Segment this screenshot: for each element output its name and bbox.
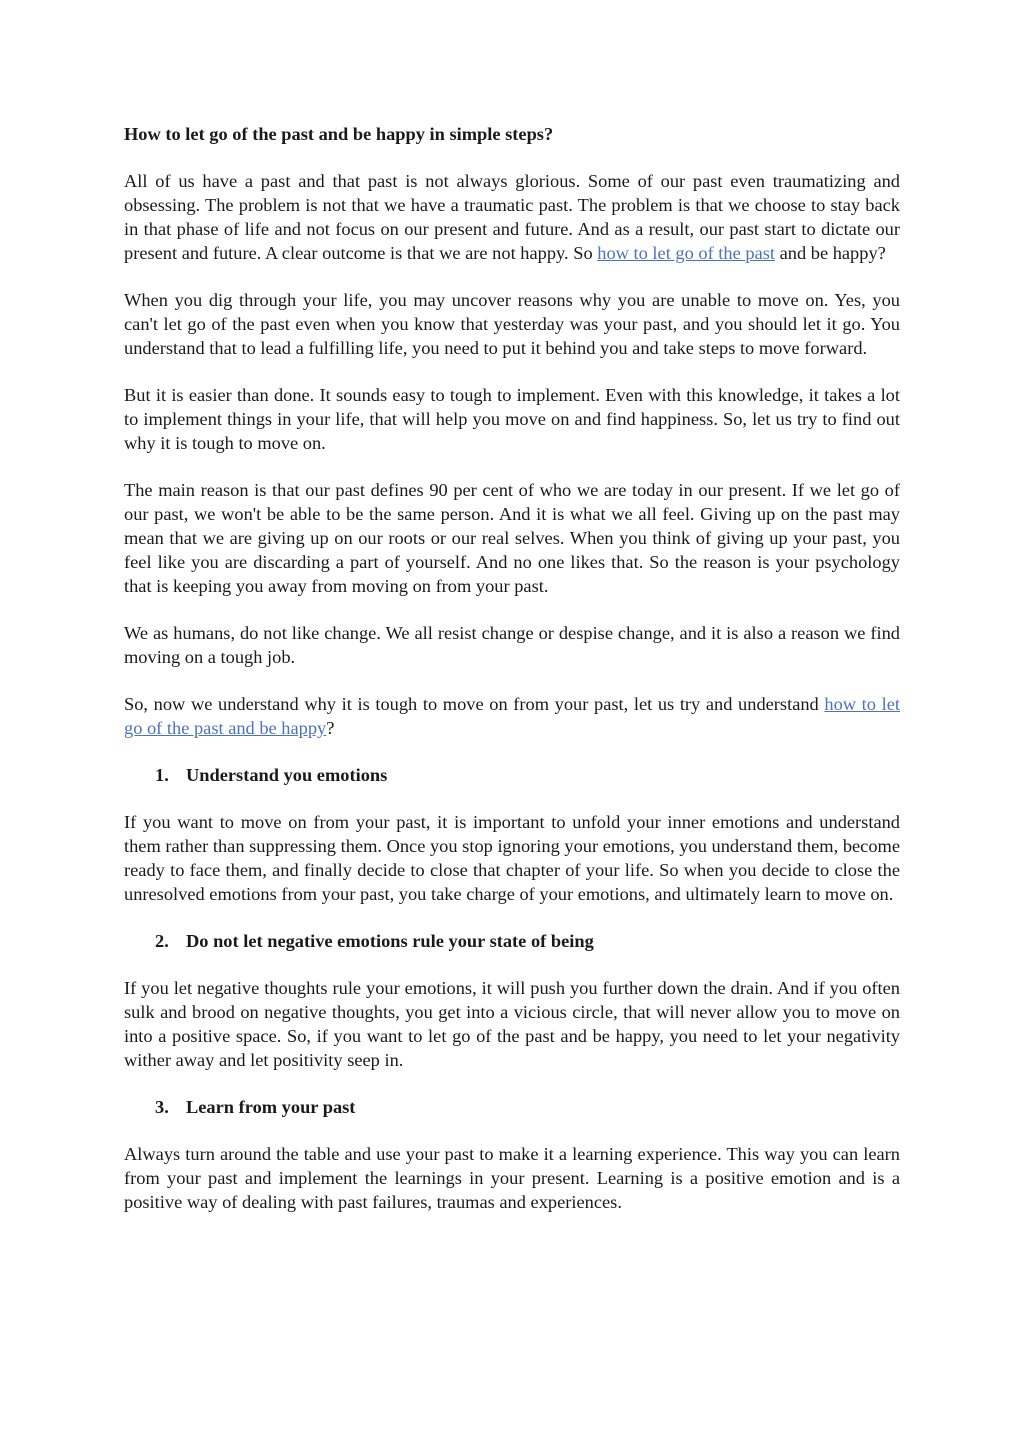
section-body: If you want to move on from your past, it is important to unfold your inner emotions and understand them rather than suppressing them. Once you stop ignoring your emotions, you understand them, become ready to face them, and finally decide to close that chapter of your life. So when you decide to close the unresolved emotions from your past, you take charge of your emotions, and ultimately learn to move on. [124,812,900,904]
section-number: 1. [155,765,169,785]
section-body: If you let negative thoughts rule your emotions, it will push you further down the drain. And if you often sulk and brood on negative thoughts, you get into a vicious circle, that will never allow you to move on into a positive space. So, if you want to let go of the past and be happy, you need to let your negativity wither away and let positivity seep in. [124,978,900,1070]
understand-why-text-end: ? [326,718,335,738]
section-body: Always turn around the table and use your past to make it a learning experience. This way you can learn from your past and implement the learnings in your present. Learning is a positive emotion and is a positive way of dealing with past failures, traumas and experiences. [124,1144,900,1212]
document-page [124,122,900,1237]
intro-paragraph [124,169,900,265]
section-heading [124,929,900,953]
intro-text: All of us have a past and that past is not always glorious. Some of our past even traumatizing and obsessing. The problem is not that we have a traumatic past. The problem is that we choose to stay back in that phase of life and not focus on our present and future. And as a result, our past start to dictate our present and future. A clear outcome is that we are not happy. So [124,171,900,263]
section-number: 3. [155,1097,169,1117]
section-heading-text: Understand you emotions [186,765,388,785]
section-number: 2. [155,931,169,951]
section-heading-text: Learn from your past [186,1097,356,1117]
section-heading [124,1095,900,1119]
let-go-of-past-link[interactable]: how to let go of the past [597,243,775,263]
paragraph-understand-why [124,692,900,740]
paragraph-dig-through: When you dig through your life, you may uncover reasons why you are unable to move on. Yes, you can't let go of the past even when you know that yesterday was your past, and you should let it go. You understand that to lead a fulfilling life, you need to put it behind you and take steps to move forward. [124,290,900,358]
understand-why-text: So, now we understand why it is tough to move on from your past, let us try and understand [124,694,825,714]
paragraph-main-reason: The main reason is that our past defines 90 per cent of who we are today in our present. If we let go of our past, we won't be able to be the same person. And it is what we all feel. Giving up on the past may mean that we are giving up on our roots or our real selves. When you think of giving up your past, you feel like you are discarding a part of yourself. And no one likes that. So the reason is your psychology that is keeping you away from moving on from your past. [124,480,900,596]
section-heading [124,763,900,787]
paragraph-humans-change: We as humans, do not like change. We all resist change or despise change, and it is also a reason we find moving on a tough job. [124,623,900,667]
let-go-and-be-happy-link[interactable]: how to let go of the past and be happy [124,694,900,738]
document-title: How to let go of the past and be happy in simple steps? [124,124,554,144]
intro-text-end: and be happy? [775,243,886,263]
section-heading-text: Do not let negative emotions rule your state of being [186,931,594,951]
paragraph-easier-than-done: But it is easier than done. It sounds easy to tough to implement. Even with this knowledge, it takes a lot to implement things in your life, that will help you move on and find happiness. So, let us try to find out why it is tough to move on. [124,385,900,453]
